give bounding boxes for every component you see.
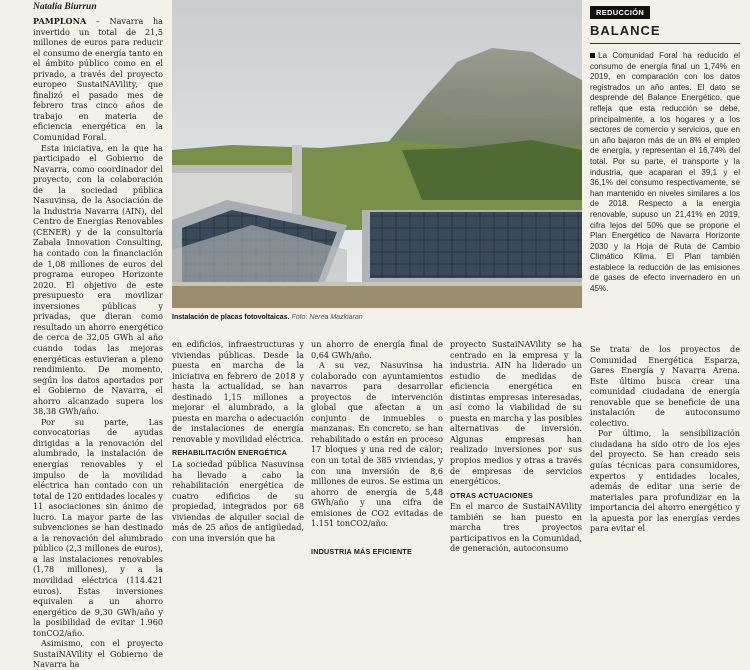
column-3 <box>311 339 443 557</box>
section-tag: REDUCCIÓN <box>590 6 650 19</box>
body-paragraph: En el marco de SustaiNAVility también se han puesto en marcha tres proyectos participativos en la Comunidad, de generación, autoconsumo <box>450 501 582 554</box>
body-paragraph: Por último, la sensibilización ciudadana ha sido otro de los ejes del proyecto. Se han creado seis guías técnicas para consumidores, expertos y entidades locales, además de editar una serie de materiales para profundizar en la importancia del ahorro energético y la apuesta por las energías verdes para evitar el <box>590 428 740 534</box>
section-subhead: REHABILITACIÓN ENERGÉTICA <box>172 448 288 458</box>
solar-panels-photo <box>172 0 582 308</box>
body-paragraph: Por su parte, Las convocatorias de ayudas dirigidas a la renovación del alumbrado, la instalación de energías renovables y el impulso de la movilidad eléctrica han contado con un total de 120 entidades locales y 11 asociaciones sin ánimo de lucro. La mayor parte de las subvenciones se han destinado a la renovación del alumbrado público (2,3 millones de euros), a las instalaciones renovables (1,78 millones), y a la movilidad eléctrica (114.421 euros). Estas inversiones equivalen a un ahorro energético de 9,30 GWh/año y la posibilidad de evitar 1.960 tonCO2/año. <box>33 416 163 638</box>
body-paragraph: un ahorro de energía final de 0,64 GWh/año. <box>311 339 443 360</box>
dateline: PAMPLONA <box>33 16 87 26</box>
divider <box>590 43 740 44</box>
sidebar-body: La Comunidad Foral ha reducido el consumo de energía final un 1,74% en 2019, en comparación con los datos registrados un año antes. El dato se desprende del Balance Energético, que refleja que esta reducción se debe, principalmente, a los hogares y a los sectores de comercio y servicios, que en un año bajaron más de un 8% el empleo de energía, y representan el 16,74% del total. Por su parte, el transporte y la industria, que acaparan el 39,1 y el 36,1% del consumo respectivamente, se han mantenido en niveles similares a los de 2018. Respecto a la energía renovable, supuso un 21,41% en 2019, cifra lejos del 50% que se propone el Plan Energético de Navarra Horizonte 2030 y la Hoja de Ruta de Cambio Climático Klima. El Plan también establece la reducción de las emisiones de gases de efecto invernadero en un 45%. <box>590 51 740 294</box>
body-paragraph: proyecto SustaiNAVility se ha centrado en la empresa y la industria. AIN ha liderado un estudio de medidas de eficiencia energética en distintas empresas interesadas, así como la viabilidad de su puesta en marcha y las posibles alternativas de inversión. Algunas empresas han realizado inversiones por sus propios medios y otras a través de empresas de servicios energéticos. <box>450 339 582 487</box>
column-5 <box>590 344 740 534</box>
section-subhead: INDUSTRIA MÁS EFICIENTE <box>311 546 412 556</box>
body-paragraph: A su vez, Nasuvinsa ha colaborado con ayuntamientos navarros para desarrollar proyectos de intervención global que afectan a un conjunto de inmuebles o manzanas. En concreto, se han rehabilitado o están en proceso 17 bloques y una red de calor; con un total de 385 viviendas, y con una inversión de 8,6 millones de euros. Se estima un ahorro de energía de 5,48 GWh/año y una cifra de emisiones de CO2 evitadas de 1.151 tonCO2/año. <box>311 360 443 529</box>
caption-title: Instalación de placas fotovoltaicas. <box>172 314 290 321</box>
body-paragraph: Se trata de los proyectos de Comunidad Energética Esparza, Gares Energía y Navarra Arena. Este último busca crear una comunidad ciudadana de energía renovable que se beneficie de una instalación de autoconsumo colectivo. <box>590 344 740 428</box>
body-paragraph: en edificios, infraestructuras y viviendas públicas. Desde la puesta en marcha de la iniciativa en febrero de 2018 y hasta la actualidad, se han destinado 1,15 millones a mejorar el alumbrado, a la puesta en marcha o adecuación de instalaciones de energía renovable y movilidad eléctrica. <box>172 339 304 444</box>
lead-text: – Navarra ha invertido un total de 21,5 millones de euros para reducir el consumo de energía tanto en el ámbito público como en el privado, a través del proyecto europeo SustaiNAVility, que finalizó el pasado mes de febrero tras cinco años de trabajo en materia de eficiencia energética en la Comunidad Foral. <box>33 16 163 143</box>
column-1 <box>33 16 163 670</box>
photo-caption <box>172 314 363 321</box>
byline: Natalia Biurrun <box>33 2 97 12</box>
bullet-icon <box>590 53 595 58</box>
sidebar-text <box>590 51 740 295</box>
body-paragraph: Asimismo, con el proyecto SustaiNAVility el Gobierno de Navarra ha <box>33 638 163 670</box>
column-2 <box>172 339 304 543</box>
lead-paragraph <box>33 16 163 143</box>
body-paragraph: La sociedad pública Nasuvinsa ha llevado a cabo la rehabilitación energética de cuatro edificios de su propiedad, integrados por 68 viviendas de alquiler social de más de 25 años de antigüedad, con una inversión que ha <box>172 459 304 543</box>
sidebar-title: BALANCE <box>590 23 661 38</box>
section-subhead: OTRAS ACTUACIONES <box>450 490 533 500</box>
column-4 <box>450 339 582 554</box>
body-paragraph: Esta iniciativa, en la que ha participado el Gobierno de Navarra, como coordinador del proyecto, con la colaboración de la sociedad pública Nasuvinsa, de la Asociación de la Industria Navarra (AIN), del Centro de Energías Renovables (CENER) y de la consultoría Zabala Innovation Consulting, ha contado con la financiación de 1,08 millones de euros del programa europeo Horizonte 2020. El objetivo de este presupuesto era movilizar inversiones públicas y privadas, que dieran como resultado un ahorro energético de cerca de 32,05 GWh al año cuando todas las mejoras energéticas estuvieran a pleno rendimiento. De momento, según los datos aportados por el Gobierno de Navarra, el ahorro alcanzado supera los 38,38 GWh/año. <box>33 142 163 417</box>
caption-credit: Foto: Nerea Mazkiaran <box>291 314 363 321</box>
